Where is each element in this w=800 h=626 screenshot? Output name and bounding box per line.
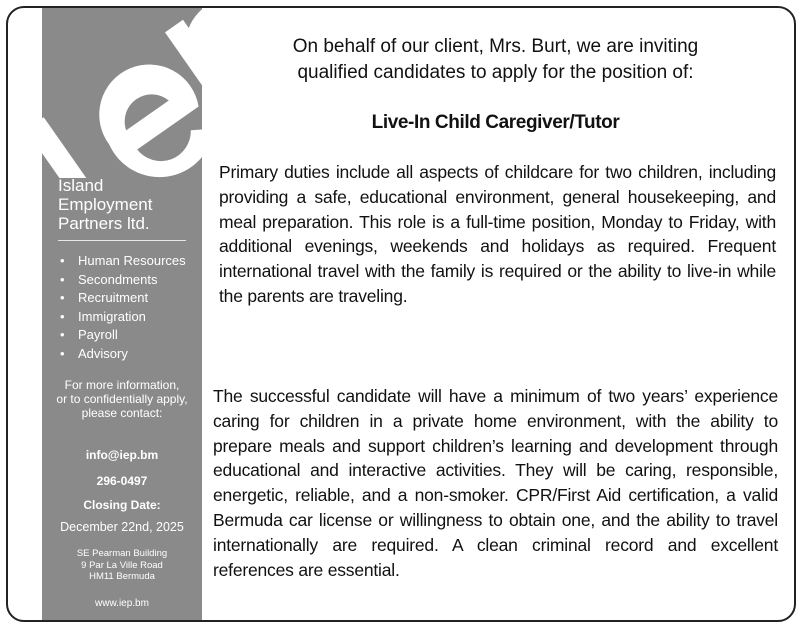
company-name-line: Island [58,176,104,195]
address-line: SE Pearman Building [76,548,168,559]
service-item: • Human Resources [56,252,186,271]
address-line: 9 Par La Ville Road [81,559,163,571]
service-item: • Recruitment [56,289,186,308]
intro-line: qualified candidates to apply for the position of: [297,62,694,83]
services-list [56,252,186,363]
company-name-line: Partners ltd. [58,214,150,233]
service-item: • Advisory [56,345,186,364]
job-ad-frame [6,6,796,622]
company-sidebar [42,8,202,620]
info-line: please contact: [81,406,163,420]
address-line: HM11 Bermuda [89,571,155,582]
duties-paragraph: Primary duties include all aspects of childcare for two children, including providing a safe, educational environment, general housekeeping, and meal preparation. This role is a full-time position, Monday to Friday, with additional evenings, weekends and holidays as required. Frequent international travel with the family is required or the ability to live-in while the parents are traveling. [219,162,776,306]
company-name [58,176,193,233]
service-item: • Payroll [56,326,186,345]
position-title: Live-In Child Caregiver/Tutor [371,112,620,133]
email-link[interactable]: info@iep.bm [85,448,159,462]
service-item: • Immigration [56,308,186,327]
closing-date: December 22nd, 2025 [60,520,184,534]
phone-number: 296-0497 [96,474,148,488]
info-line: or to confidentially apply, [56,392,188,406]
intro-line: On behalf of our client, Mrs. Burt, we are inviting [292,36,699,57]
divider [58,240,186,241]
closing-date-label: Closing Date: [83,498,161,512]
service-item: • Secondments [56,271,186,290]
address [42,548,202,583]
iep-logo [42,8,202,178]
info-line: For more information, [64,378,180,392]
website-link[interactable]: www.iep.bm [95,598,149,609]
contact-info-text [42,378,202,420]
ad-content [213,34,778,580]
requirements-paragraph: The successful candidate will have a minimum of two years’ experience caring for children in a private home environment, with the ability to prepare meals and support children’s learning and development through educational and interactive activities. They will be caring, responsible, energetic, reliable, and a non-smoker. CPR/First Aid certification, a valid Bermuda car license or willingness to obtain one, and the ability to travel internationally are required. A clean criminal record and excellent references are essential. [213,386,778,580]
company-name-line: Employment [58,195,153,214]
intro-text [213,34,778,86]
